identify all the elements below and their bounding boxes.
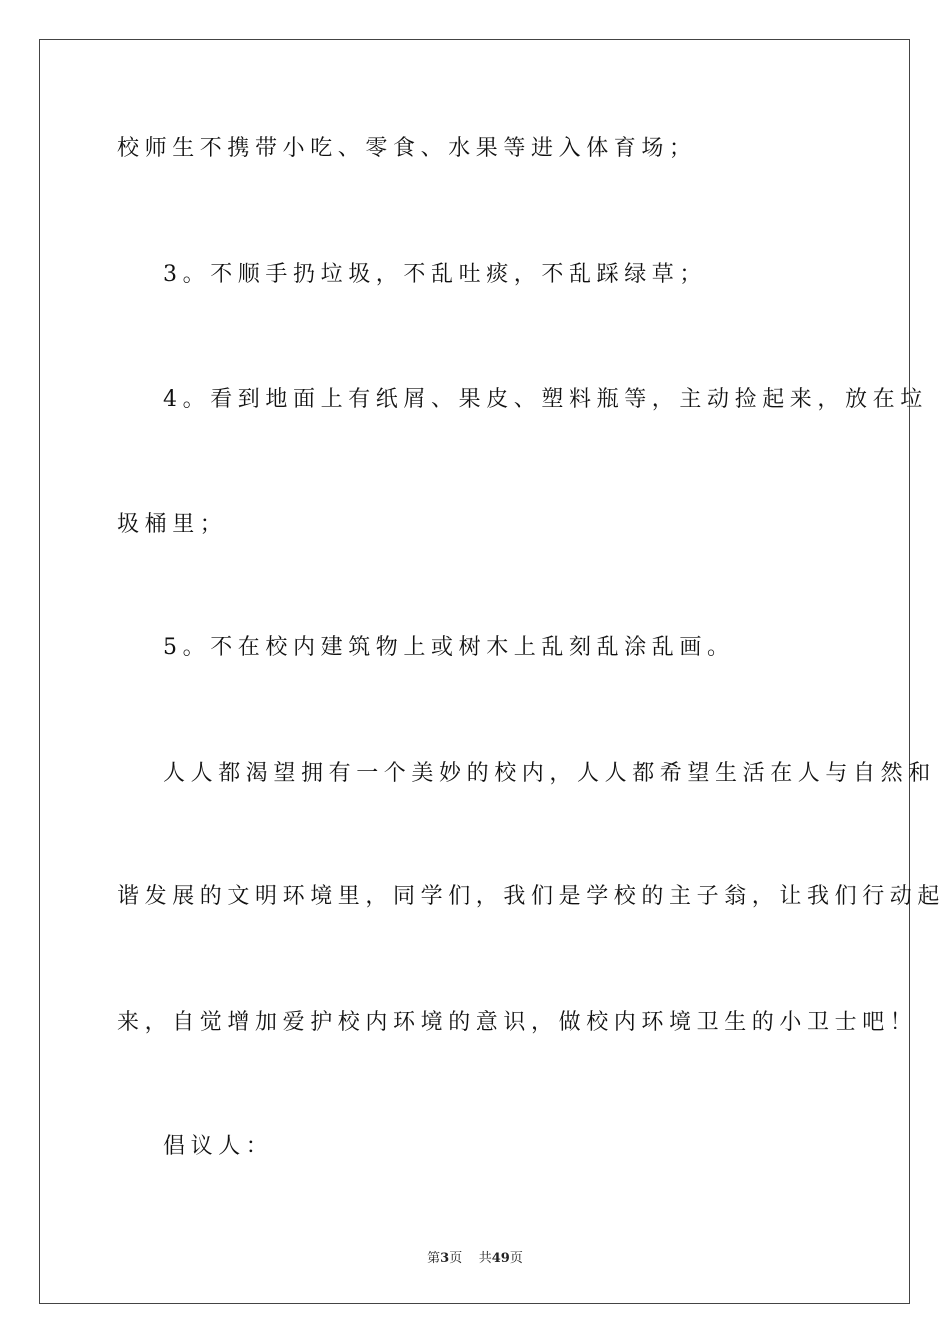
text-line: 谐发展的文明环境里，同学们，我们是学校的主子翁，让我们行动起 — [117, 884, 946, 909]
text-line: 人人都渴望拥有一个美妙的校内，人人都希望生活在人与自然和 — [163, 761, 936, 786]
page-footer — [0, 1247, 950, 1266]
text-line: 倡议人： — [163, 1134, 274, 1159]
page-frame — [39, 39, 910, 1304]
page-number: 3 — [440, 1251, 450, 1266]
text-line: 校师生不携带小吃、零食、水果等进入体育场； — [117, 136, 697, 161]
text-line: 5。不在校内建筑物上或树木上乱刻乱涂乱画。 — [163, 635, 735, 660]
total-prefix: 共 — [478, 1251, 492, 1266]
text-line: 3。不顺手扔垃圾，不乱吐痰，不乱踩绿草； — [163, 262, 707, 287]
text-line: 4。看到地面上有纸屑、果皮、塑料瓶等，主动捡起来，放在垃 — [163, 387, 928, 412]
page-prefix: 第 — [427, 1251, 441, 1266]
total-suffix: 页 — [509, 1251, 523, 1266]
text-line: 圾桶里； — [117, 512, 228, 537]
total-pages: 49 — [491, 1251, 510, 1266]
text-line: 来，自觉增加爱护校内环境的意识，做校内环境卫生的小卫士吧！ — [117, 1010, 918, 1035]
page-suffix: 页 — [449, 1251, 463, 1266]
